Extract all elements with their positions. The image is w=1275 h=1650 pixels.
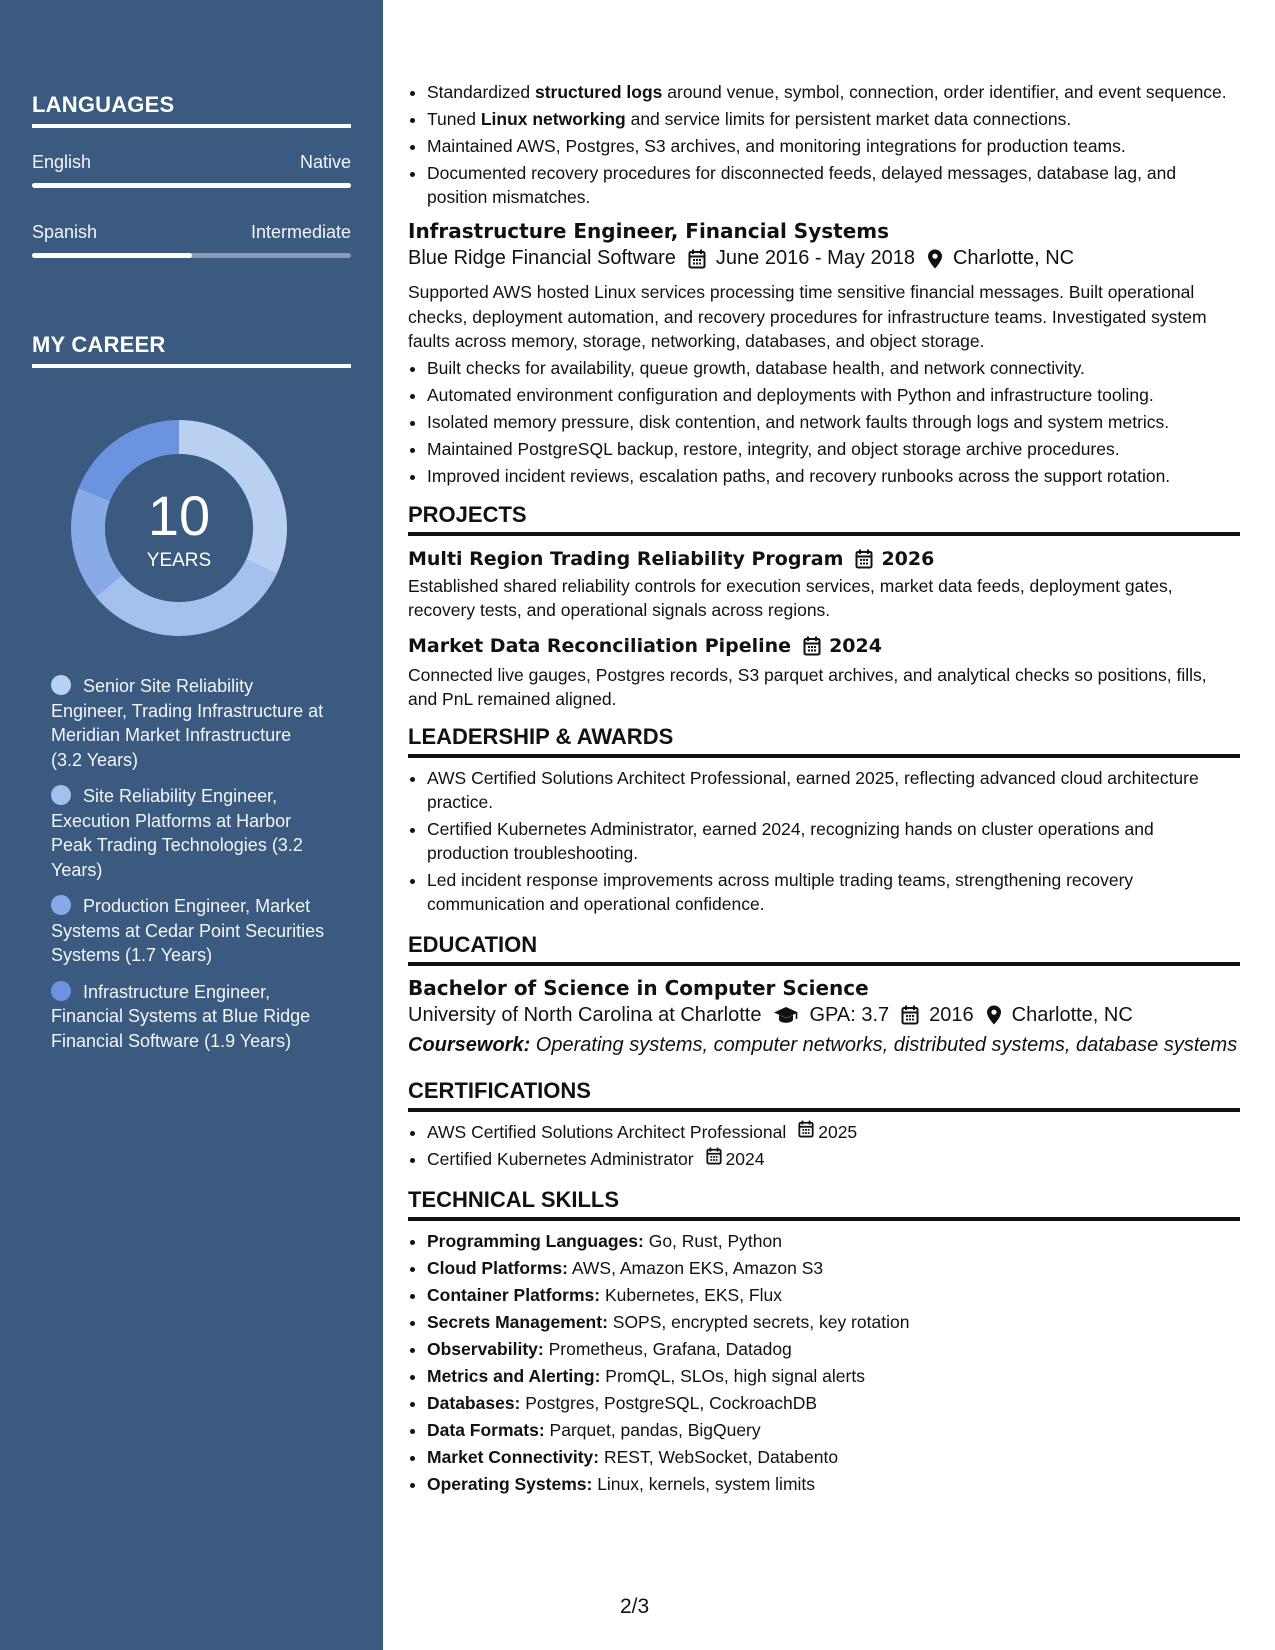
skill-value: Parquet, pandas, BigQuery: [544, 1419, 761, 1440]
education-degree: Bachelor of Science in Computer Science: [408, 975, 869, 1000]
career-legend-label: Senior Site Reliability Engineer, Trading Infrastructure at Meridian Market Infrastructure (3.2 Years): [51, 676, 324, 770]
page-number: 2/3: [620, 1595, 650, 1618]
leadership-title: LEADERSHIP & AWARDS: [408, 724, 1240, 758]
skill-label: Market Connectivity:: [427, 1446, 600, 1467]
bullet-item: • Documented recovery procedures for disconnected feeds, delayed messages, database lag, and position mismatches.: [427, 161, 1240, 209]
legend-dot-icon: [51, 895, 71, 915]
bullet-item: • Maintained PostgreSQL backup, restore, integrity, and object storage archive procedures.: [427, 437, 1240, 461]
donut-center: [64, 413, 294, 643]
project-year: 2026: [881, 547, 935, 570]
bullet-item: • Certified Kubernetes Administrator, earned 2024, recognizing hands on cluster operations and production troubleshooting.: [427, 817, 1240, 865]
job-meta: [408, 247, 1240, 270]
language-name: Spanish: [32, 222, 98, 242]
coursework-label: Coursework:: [408, 1033, 531, 1056]
project-name: Multi Region Trading Reliability Program: [408, 547, 844, 570]
skill-item: [427, 1391, 1240, 1415]
education-coursework: [408, 1033, 1240, 1058]
project-year: 2024: [829, 634, 882, 657]
project-name-row: [408, 635, 1240, 657]
language-proficiency-fill: [32, 183, 351, 188]
skill-item: [427, 1283, 1240, 1307]
calendar-icon: [688, 249, 706, 269]
career-years-unit: YEARS: [146, 550, 212, 571]
skill-item: [427, 1310, 1240, 1334]
skill-value: Postgres, PostgreSQL, CockroachDB: [520, 1392, 818, 1413]
career-legend-item: [51, 784, 326, 882]
skill-value: Kubernetes, EKS, Flux: [600, 1284, 782, 1305]
calendar-icon: [803, 636, 821, 656]
career-legend-label: Infrastructure Engineer, Financial Systems at Blue Ridge Financial Software (1.9 Years): [51, 981, 311, 1051]
skill-value: PromQL, SLOs, high signal alerts: [600, 1365, 865, 1386]
bullet-item: • Built checks for availability, queue growth, database health, and network connectivity.: [427, 356, 1240, 380]
skill-value: Prometheus, Grafana, Datadog: [543, 1338, 792, 1359]
skill-label: Container Platforms:: [427, 1284, 601, 1305]
job-bullets: [408, 356, 1240, 488]
skill-item: [427, 1472, 1240, 1496]
skill-item: [427, 1229, 1240, 1253]
job-title: Infrastructure Engineer, Financial Systems: [408, 219, 890, 243]
languages-section: [32, 92, 351, 258]
skills-list: [408, 1229, 1240, 1496]
certification-year: 2025: [818, 1121, 858, 1142]
job-company: Blue Ridge Financial Software: [408, 247, 676, 269]
bullet-item: • Automated environment configuration and deployments with Python and infrastructure tooling.: [427, 383, 1240, 407]
education-meta: [408, 1004, 1240, 1027]
bullet-item: • Isolated memory pressure, disk contention, and network faults through logs and system metrics.: [427, 410, 1240, 434]
skill-value: Linux, kernels, system limits: [592, 1473, 816, 1494]
job-location: Charlotte, NC: [952, 247, 1075, 269]
education-gpa: GPA: 3.7: [809, 1003, 890, 1026]
legend-dot-icon: [51, 675, 71, 695]
skill-item: [427, 1364, 1240, 1388]
language-item: [32, 152, 351, 188]
language-proficiency-fill: [32, 253, 192, 258]
bullet-item: • Tuned Linux networking and service limits for persistent market data connections.: [427, 107, 1240, 131]
skill-label: Metrics and Alerting:: [427, 1365, 601, 1386]
bullet-item: • Maintained AWS, Postgres, S3 archives, and monitoring integrations for production teams.: [427, 134, 1240, 158]
career-section: [32, 332, 351, 368]
skill-value: AWS, Amazon EKS, Amazon S3: [567, 1257, 824, 1278]
skill-item: [427, 1418, 1240, 1442]
language-item: [32, 222, 351, 258]
certification-name: AWS Certified Solutions Architect Professional: [427, 1121, 787, 1142]
skill-value: REST, WebSocket, Databento: [599, 1446, 839, 1467]
career-legend-item: [51, 894, 326, 968]
project-name: Market Data Reconciliation Pipeline: [408, 634, 792, 657]
bullet-item: • Improved incident reviews, escalation paths, and recovery runbooks across the support rotation.: [427, 464, 1240, 488]
calendar-icon: [706, 1147, 726, 1171]
skill-item: [427, 1256, 1240, 1280]
education-school: University of North Carolina at Charlotte: [408, 1003, 762, 1026]
skill-label: Operating Systems:: [427, 1473, 593, 1494]
career-legend-label: Production Engineer, Market Systems at Cedar Point Securities Systems (1.7 Years): [51, 896, 325, 965]
sidebar: [0, 0, 383, 1650]
project-item: [408, 548, 1240, 623]
certification-item: [427, 1147, 1240, 1171]
skill-item: [427, 1337, 1240, 1361]
skill-value: SOPS, encrypted secrets, key rotation: [607, 1311, 910, 1332]
career-donut-chart: [64, 413, 294, 643]
certification-name: Certified Kubernetes Administrator: [427, 1148, 694, 1169]
location-pin-icon: [986, 1005, 1002, 1025]
legend-dot-icon: [51, 785, 71, 805]
job-entry: [408, 219, 1240, 488]
location-pin-icon: [927, 249, 943, 269]
project-desc: Established shared reliability controls for execution services, market data feeds, deployment gates, recovery tests, and operational signals across regions.: [408, 575, 1173, 620]
education-year: 2016: [929, 1003, 974, 1026]
projects-title: PROJECTS: [408, 502, 1240, 536]
language-level: Intermediate: [250, 222, 351, 242]
job-summary: Supported AWS hosted Linux services processing time sensitive financial messages. Built operational checks, deployment automation, and recovery procedures for infrastructure teams. Investigated system faults across memory, storage, networking, databases, and object storage.: [408, 282, 1207, 351]
career-years-number: 10: [147, 484, 211, 547]
languages-title: LANGUAGES: [32, 92, 351, 128]
career-title: MY CAREER: [32, 332, 351, 368]
skill-label: Cloud Platforms:: [427, 1257, 568, 1278]
skill-value: Go, Rust, Python: [643, 1230, 782, 1251]
project-desc: Connected live gauges, Postgres records, S3 parquet archives, and analytical checks so positions, fills, and PnL remained aligned.: [408, 664, 1207, 709]
calendar-icon: [798, 1120, 818, 1144]
certifications-list: [408, 1120, 1240, 1171]
career-legend: [51, 674, 326, 1065]
education-title: EDUCATION: [408, 932, 1240, 966]
leadership-bullets: [408, 766, 1240, 916]
calendar-icon: [855, 549, 873, 569]
education-entry: [408, 976, 1240, 1058]
education-location: Charlotte, NC: [1011, 1003, 1133, 1026]
career-legend-item: [51, 980, 326, 1054]
legend-dot-icon: [51, 981, 71, 1001]
certification-item: [427, 1120, 1240, 1144]
skills-title: TECHNICAL SKILLS: [408, 1187, 1240, 1221]
bullet-item: • AWS Certified Solutions Architect Professional, earned 2025, reflecting advanced cloud architecture practice.: [427, 766, 1240, 814]
skill-label: Databases:: [427, 1392, 521, 1413]
project-name-row: [408, 548, 1240, 570]
main-content: [408, 80, 1240, 1499]
skill-label: Programming Languages:: [427, 1230, 644, 1251]
certifications-title: CERTIFICATIONS: [408, 1078, 1240, 1112]
calendar-icon: [901, 1005, 919, 1025]
skill-label: Data Formats:: [427, 1419, 545, 1440]
language-proficiency-bar: [32, 183, 351, 188]
skill-label: Observability:: [427, 1338, 544, 1359]
certification-year: 2024: [725, 1148, 765, 1169]
career-legend-label: Site Reliability Engineer, Execution Platforms at Harbor Peak Trading Technologies (3.2 Years): [51, 786, 303, 880]
language-name: English: [32, 152, 92, 172]
skill-label: Secrets Management:: [427, 1311, 608, 1332]
graduation-cap-icon: [773, 1006, 799, 1024]
career-legend-item: [51, 674, 326, 772]
skill-item: [427, 1445, 1240, 1469]
project-item: [408, 635, 1240, 712]
bullet-item: • Standardized structured logs around venue, symbol, connection, order identifier, and event sequence.: [427, 80, 1240, 104]
job-dates: June 2016 - May 2018: [715, 247, 915, 269]
language-proficiency-bar: [32, 253, 351, 258]
bullet-item: • Led incident response improvements across multiple trading teams, strengthening recovery communication and operational confidence.: [427, 868, 1240, 916]
experience-continued-bullets: [408, 80, 1240, 209]
language-level: Native: [299, 152, 351, 172]
coursework-text: Operating systems, computer networks, distributed systems, database systems: [530, 1033, 1238, 1056]
